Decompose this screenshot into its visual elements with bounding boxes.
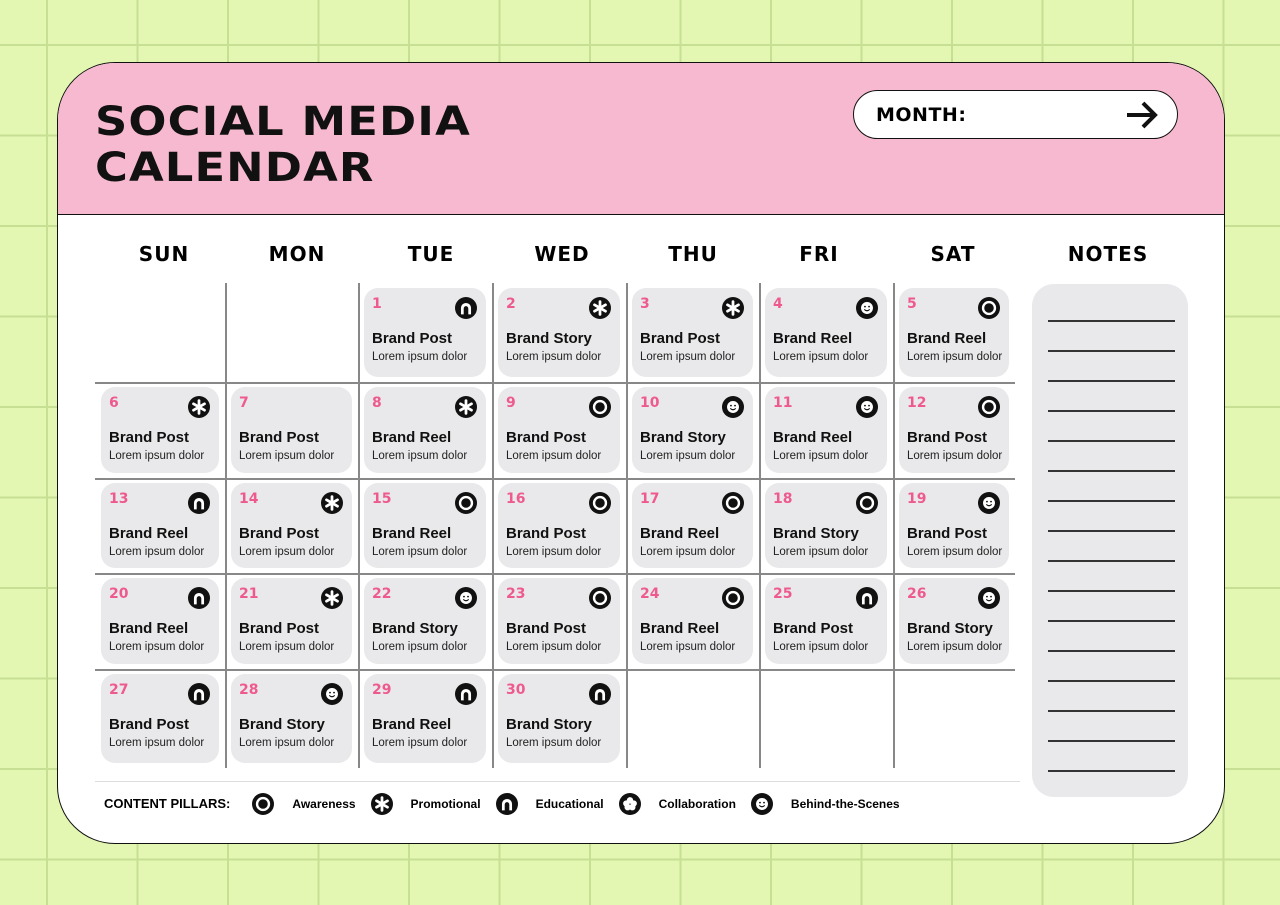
post-title: Brand Story [239,716,325,733]
post-description: Lorem ipsum dolor [372,737,468,749]
note-line [1048,650,1175,652]
post-title: Brand Reel [773,429,853,446]
educational-icon [455,683,477,705]
post-title: Brand Post [907,429,988,446]
page-title [95,99,471,191]
post-title: Brand Post [239,429,320,446]
collaboration-icon [619,793,650,815]
post-title: Brand Story [907,620,993,637]
day-number: 3 [640,296,650,312]
day-cell[interactable] [101,387,219,473]
note-line [1048,470,1175,472]
day-cell[interactable] [498,578,620,664]
day-cell[interactable] [101,483,219,568]
post-description: Lorem ipsum dolor [372,450,468,462]
post-title: Brand Post [239,620,320,637]
educational-icon [589,683,611,705]
awareness-icon [722,492,744,514]
day-number: 22 [372,586,392,602]
day-number: 24 [640,586,660,602]
note-line [1048,740,1175,742]
legend-label: Awareness [292,796,356,811]
post-description: Lorem ipsum dolor [773,450,869,462]
post-title: Brand Post [506,429,587,446]
post-title: Brand Story [506,330,592,347]
post-description: Lorem ipsum dolor [640,641,736,653]
post-title: Brand Reel [640,525,720,542]
promotional-icon [589,297,611,319]
awareness-icon [589,492,611,514]
day-number: 23 [506,586,526,602]
day-number: 17 [640,491,660,507]
day-heading-tue: TUE [407,242,455,266]
educational-icon [455,297,477,319]
educational-icon [188,683,210,705]
day-number: 27 [109,682,129,698]
day-cell[interactable] [231,387,352,473]
post-description: Lorem ipsum dolor [506,450,602,462]
post-title: Brand Post [907,525,988,542]
post-title: Brand Reel [773,330,853,347]
day-number: 2 [506,296,516,312]
day-number: 29 [372,682,392,698]
post-description: Lorem ipsum dolor [372,641,468,653]
awareness-icon [856,492,878,514]
month-label: MONTH: [876,103,967,126]
legend-label: Behind-the-Scenes [790,796,900,811]
post-description: Lorem ipsum dolor [239,450,335,462]
post-title: Brand Reel [109,620,189,637]
behind-icon [978,587,1000,609]
awareness-icon [722,587,744,609]
post-description: Lorem ipsum dolor [506,351,602,363]
post-description: Lorem ipsum dolor [506,641,602,653]
day-heading-mon: MON [268,242,326,266]
behind-icon [455,587,477,609]
day-cell[interactable] [101,578,219,664]
day-cell[interactable] [899,578,1009,664]
day-number: 28 [239,682,259,698]
post-description: Lorem ipsum dolor [109,737,205,749]
post-description: Lorem ipsum dolor [239,641,335,653]
post-title: Brand Post [239,525,320,542]
column-divider [759,283,761,768]
day-cell[interactable] [632,387,753,473]
educational-icon [188,587,210,609]
day-number: 9 [506,395,516,411]
day-number: 21 [239,586,259,602]
behind-icon [321,683,343,705]
day-cell[interactable] [364,288,486,377]
post-description: Lorem ipsum dolor [773,641,869,653]
post-description: Lorem ipsum dolor [907,351,1003,363]
day-heading-fri: FRI [799,242,839,266]
legend-item-awareness [252,793,355,815]
column-divider [492,283,494,768]
awareness-icon [978,297,1000,319]
day-cell[interactable] [632,288,753,377]
post-description: Lorem ipsum dolor [506,546,602,558]
day-cell[interactable] [632,483,753,568]
day-cell[interactable] [899,387,1009,473]
post-description: Lorem ipsum dolor [372,351,468,363]
post-title: Brand Post [109,716,190,733]
note-line [1048,380,1175,382]
note-line [1048,320,1175,322]
post-title: Brand Reel [109,525,189,542]
post-title: Brand Reel [907,330,987,347]
row-divider [95,478,1015,480]
content-pillars-legend [95,781,1020,825]
behind-icon [856,396,878,418]
note-line [1048,440,1175,442]
day-number: 13 [109,491,129,507]
note-line [1048,680,1175,682]
awareness-icon [978,396,1000,418]
row-divider [95,669,1015,671]
promotional-icon [321,587,343,609]
day-cell[interactable] [498,674,620,763]
promotional-icon [188,396,210,418]
day-heading-sun: SUN [138,242,190,266]
day-cell[interactable] [498,483,620,568]
day-cell[interactable] [231,578,352,664]
day-cell[interactable] [231,483,352,568]
notes-heading: NOTES [1067,242,1149,266]
post-title: Brand Post [640,330,721,347]
notes-panel[interactable] [1032,284,1188,797]
behind-icon [856,297,878,319]
legend-label: Educational [535,796,604,811]
note-line [1048,770,1175,772]
day-cell[interactable] [765,387,887,473]
day-number: 18 [773,491,793,507]
title-line-2: CALENDAR [95,145,375,191]
day-heading-sat: SAT [930,242,976,266]
title-line-1: SOCIAL MEDIA [95,99,471,145]
awareness-icon [589,587,611,609]
promotional-icon [455,396,477,418]
day-cell[interactable] [765,483,887,568]
day-number: 7 [239,395,249,411]
behind-icon [978,492,1000,514]
post-title: Brand Story [372,620,458,637]
awareness-icon [252,793,283,815]
column-divider [225,283,227,768]
day-cell[interactable] [231,674,352,763]
note-line [1048,710,1175,712]
post-description: Lorem ipsum dolor [640,450,736,462]
day-cell[interactable] [498,387,620,473]
post-title: Brand Post [372,330,453,347]
post-description: Lorem ipsum dolor [239,737,335,749]
day-number: 12 [907,395,927,411]
day-number: 15 [372,491,392,507]
post-description: Lorem ipsum dolor [109,450,205,462]
legend-item-collaboration [619,793,736,815]
promotional-icon [722,297,744,319]
day-number: 4 [773,296,783,312]
legend-item-promotional [371,793,481,815]
legend-item-educational [496,793,604,815]
day-number: 14 [239,491,259,507]
legend-label: Promotional [410,796,481,811]
post-title: Brand Story [773,525,859,542]
educational-icon [188,492,210,514]
day-number: 10 [640,395,660,411]
post-title: Brand Reel [640,620,720,637]
legend-title: CONTENT PILLARS: [104,796,231,811]
educational-icon [856,587,878,609]
post-title: Brand Post [109,429,190,446]
day-cell[interactable] [899,483,1009,568]
post-title: Brand Story [640,429,726,446]
day-heading-thu: THU [668,242,718,266]
column-divider [626,283,628,768]
post-description: Lorem ipsum dolor [506,737,602,749]
day-number: 16 [506,491,526,507]
day-cell[interactable] [364,387,486,473]
column-divider [358,283,360,768]
day-number: 11 [773,395,793,411]
day-cell[interactable] [364,578,486,664]
day-number: 30 [506,682,526,698]
note-line [1048,590,1175,592]
day-number: 19 [907,491,927,507]
behind-icon [722,396,744,418]
note-line [1048,350,1175,352]
day-cell[interactable] [632,578,753,664]
day-number: 8 [372,395,382,411]
post-title: Brand Reel [372,525,452,542]
awareness-icon [455,492,477,514]
note-line [1048,560,1175,562]
day-cell[interactable] [765,288,887,377]
day-number: 26 [907,586,927,602]
promotional-icon [371,793,402,815]
post-description: Lorem ipsum dolor [109,641,205,653]
day-cell[interactable] [364,674,486,763]
day-number: 6 [109,395,119,411]
post-title: Brand Post [506,525,587,542]
post-description: Lorem ipsum dolor [907,546,1003,558]
month-field[interactable] [853,90,1178,139]
post-title: Brand Story [506,716,592,733]
day-cell[interactable] [101,674,219,763]
day-cell[interactable] [765,578,887,664]
note-line [1048,620,1175,622]
post-title: Brand Post [506,620,587,637]
arrow-right-icon[interactable] [1125,100,1159,130]
day-number: 5 [907,296,917,312]
awareness-icon [589,396,611,418]
row-divider [95,382,1015,384]
post-description: Lorem ipsum dolor [239,546,335,558]
header [58,63,1224,215]
post-description: Lorem ipsum dolor [640,546,736,558]
row-divider [95,573,1015,575]
post-description: Lorem ipsum dolor [372,546,468,558]
post-title: Brand Reel [372,716,452,733]
educational-icon [496,793,527,815]
post-description: Lorem ipsum dolor [109,546,205,558]
day-cell[interactable] [364,483,486,568]
post-description: Lorem ipsum dolor [773,546,869,558]
behind-icon [751,793,782,815]
day-number: 20 [109,586,129,602]
day-number: 25 [773,586,793,602]
post-title: Brand Reel [372,429,452,446]
column-divider [893,283,895,768]
day-number: 1 [372,296,382,312]
note-line [1048,530,1175,532]
post-description: Lorem ipsum dolor [773,351,869,363]
legend-label: Collaboration [658,796,736,811]
legend-item-behind [751,793,900,815]
post-description: Lorem ipsum dolor [907,641,1003,653]
day-cell[interactable] [899,288,1009,377]
day-cell[interactable] [498,288,620,377]
post-description: Lorem ipsum dolor [640,351,736,363]
promotional-icon [321,492,343,514]
day-heading-wed: WED [534,242,590,266]
note-line [1048,500,1175,502]
post-description: Lorem ipsum dolor [907,450,1003,462]
note-line [1048,410,1175,412]
post-title: Brand Post [773,620,854,637]
